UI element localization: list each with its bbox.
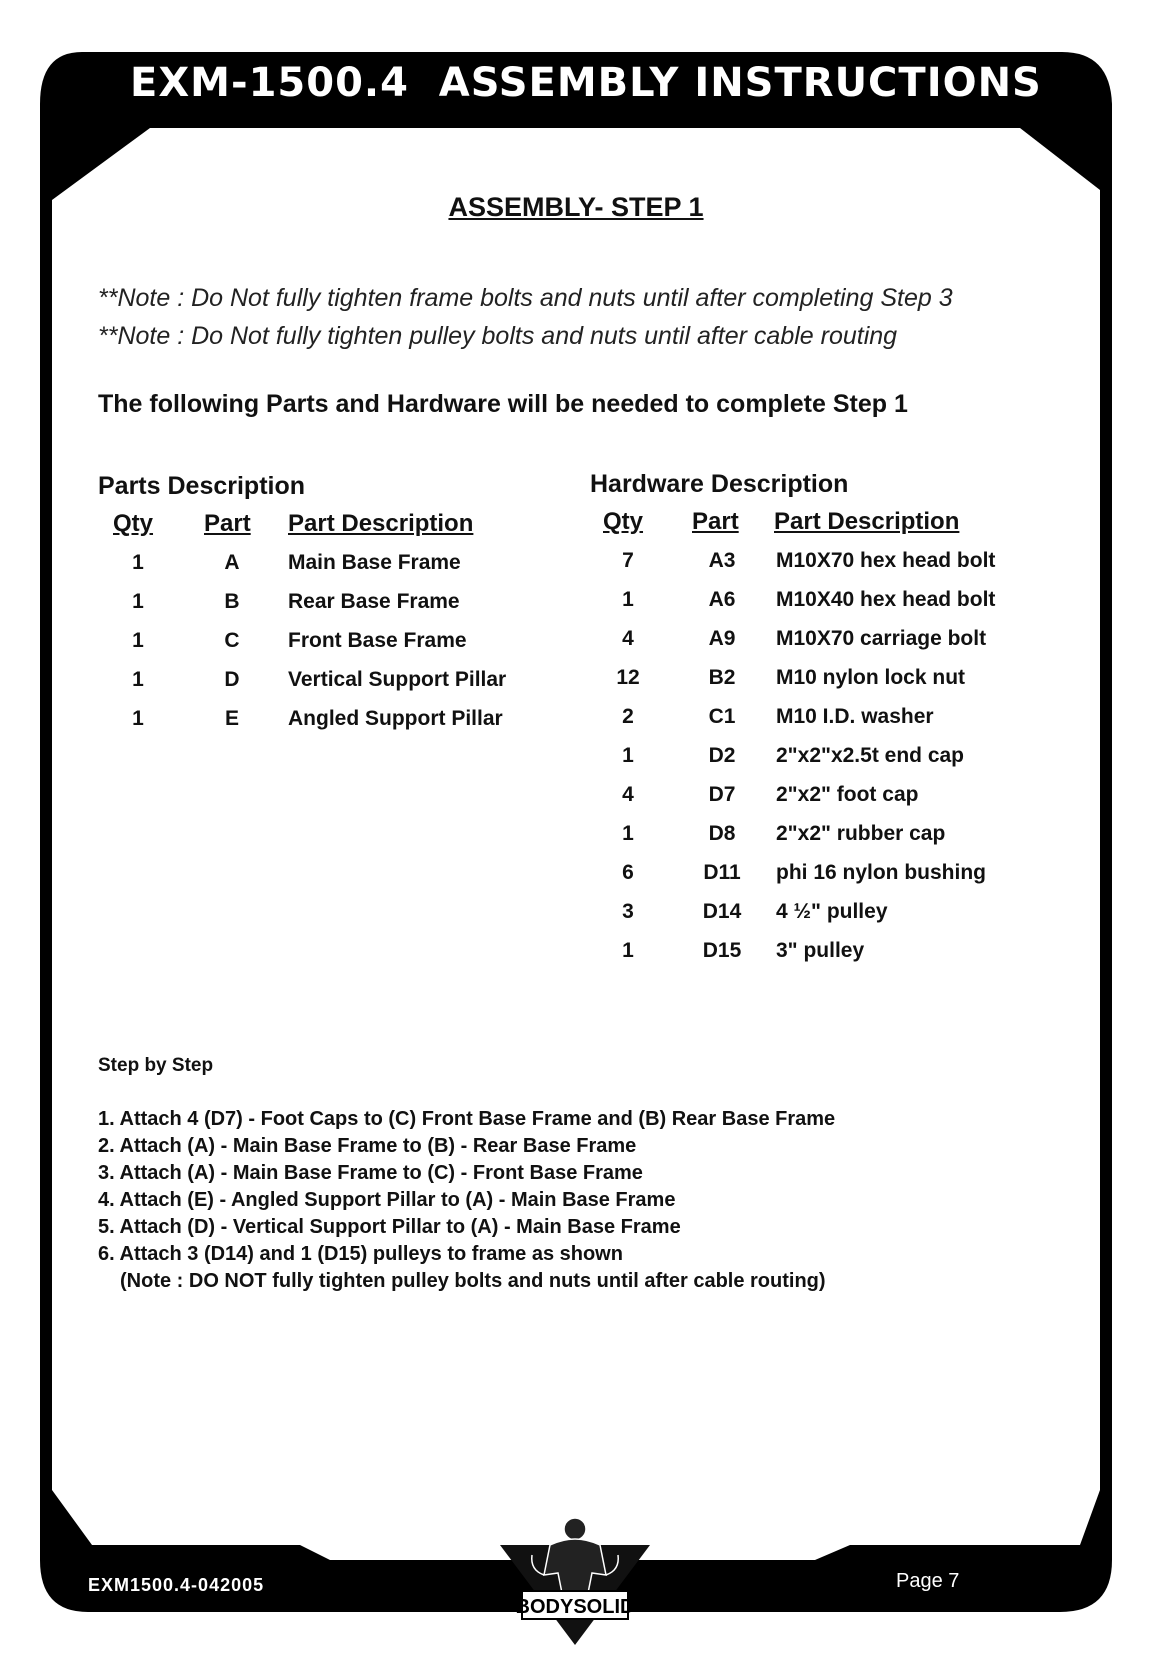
bodysolid-logo — [500, 1515, 650, 1665]
hardware-part-cell: A9 — [708, 627, 736, 650]
hardware-desc-cell: M10X70 carriage bolt — [776, 627, 987, 650]
step-title: ASSEMBLY- STEP 1 — [448, 192, 704, 222]
hardware-qty-cell: 3 — [622, 900, 634, 923]
page-number: Page 7 — [896, 1570, 960, 1592]
hardware-qty-cell: 1 — [622, 939, 634, 962]
hardware-part-cell: D2 — [708, 744, 736, 767]
hardware-desc-cell: M10X70 hex head bolt — [776, 549, 996, 572]
hardware-part-cell: D15 — [702, 939, 742, 962]
hardware-qty-cell: 7 — [622, 549, 634, 572]
parts-col-qty: Qty — [113, 510, 154, 537]
document-code: EXM1500.4-042005 — [88, 1575, 265, 1595]
parts-qty-cell: 1 — [132, 551, 144, 574]
hardware-col-desc: Part Description — [774, 508, 960, 535]
hardware-desc-cell: 2"x2"x2.5t end cap — [776, 744, 965, 767]
hardware-qty-cell: 2 — [622, 705, 634, 728]
parts-part-cell: E — [224, 707, 239, 730]
parts-desc-cell: Vertical Support Pillar — [288, 668, 507, 691]
hardware-part-cell: C1 — [708, 705, 736, 728]
hardware-desc-cell: 4 ½" pulley — [776, 900, 888, 923]
parts-desc-cell: Angled Support Pillar — [288, 707, 503, 730]
parts-part-cell: C — [224, 629, 240, 652]
note-frame-bolts: **Note : Do Not fully tighten frame bolts and nuts until after completing Step 3 — [98, 284, 953, 312]
hardware-desc-cell: M10X40 hex head bolt — [776, 588, 996, 611]
note-pulley-bolts: **Note : Do Not fully tighten pulley bolts and nuts until after cable routing — [98, 322, 898, 350]
hardware-part-cell: D11 — [703, 861, 741, 884]
step-item: 3. Attach (A) - Main Base Frame to (C) - Front Base Frame — [98, 1162, 643, 1184]
parts-part-cell: D — [224, 668, 240, 691]
hardware-qty-cell: 1 — [622, 744, 634, 767]
hardware-qty-cell: 6 — [622, 861, 634, 884]
hardware-qty-cell: 4 — [622, 627, 634, 650]
parts-part-cell: B — [224, 590, 240, 613]
intro-text: The following Parts and Hardware will be needed to complete Step 1 — [98, 390, 908, 418]
parts-qty-cell: 1 — [132, 707, 144, 730]
parts-desc-cell: Rear Base Frame — [288, 590, 460, 613]
hardware-qty-cell: 1 — [622, 588, 634, 611]
hardware-desc-cell: 2"x2" rubber cap — [776, 822, 946, 845]
hardware-desc-cell: 3" pulley — [776, 939, 865, 962]
step-item: 6. Attach 3 (D14) and 1 (D15) pulleys to frame as shown — [98, 1243, 623, 1265]
parts-col-desc: Part Description — [288, 510, 474, 537]
parts-desc-cell: Front Base Frame — [288, 629, 467, 652]
step-item: 1. Attach 4 (D7) - Foot Caps to (C) Front Base Frame and (B) Rear Base Frame — [98, 1108, 836, 1130]
hardware-col-qty: Qty — [603, 508, 644, 535]
parts-heading: Parts Description — [98, 472, 306, 500]
parts-col-part: Part — [204, 510, 251, 537]
parts-part-cell: A — [224, 551, 240, 574]
parts-desc-cell: Main Base Frame — [288, 551, 461, 574]
logo-wordmark: BODYSOLID — [515, 1596, 635, 1618]
hardware-heading: Hardware Description — [590, 470, 849, 498]
step-item: 2. Attach (A) - Main Base Frame to (B) - Rear Base Frame — [98, 1135, 637, 1157]
step-note: (Note : DO NOT fully tighten pulley bolts and nuts until after cable routing) — [120, 1270, 826, 1292]
parts-qty-cell: 1 — [132, 629, 144, 652]
parts-qty-cell: 1 — [132, 668, 144, 691]
hardware-qty-cell: 1 — [622, 822, 634, 845]
hardware-qty-cell: 4 — [622, 783, 634, 806]
step-item: 4. Attach (E) - Angled Support Pillar to (A) - Main Base Frame — [98, 1189, 676, 1211]
step-by-step-heading: Step by Step — [98, 1055, 214, 1076]
hardware-qty-cell: 12 — [616, 666, 640, 689]
hardware-desc-cell: 2"x2" foot cap — [776, 783, 919, 806]
hardware-part-cell: D14 — [702, 900, 742, 923]
document-title: EXM-1500.4 ASSEMBLY INSTRUCTIONS — [130, 60, 1042, 106]
parts-qty-cell: 1 — [132, 590, 144, 613]
hardware-col-part: Part — [692, 508, 739, 535]
step-item: 5. Attach (D) - Vertical Support Pillar to (A) - Main Base Frame — [98, 1216, 681, 1238]
hardware-part-cell: A3 — [708, 549, 736, 572]
hardware-desc-cell: M10 I.D. washer — [776, 705, 934, 728]
hardware-part-cell: A6 — [708, 588, 736, 611]
hardware-desc-cell: M10 nylon lock nut — [776, 666, 966, 689]
hardware-part-cell: D8 — [708, 822, 736, 845]
hardware-part-cell: D7 — [708, 783, 736, 806]
hardware-part-cell: B2 — [708, 666, 736, 689]
hardware-desc-cell: phi 16 nylon bushing — [776, 861, 986, 884]
